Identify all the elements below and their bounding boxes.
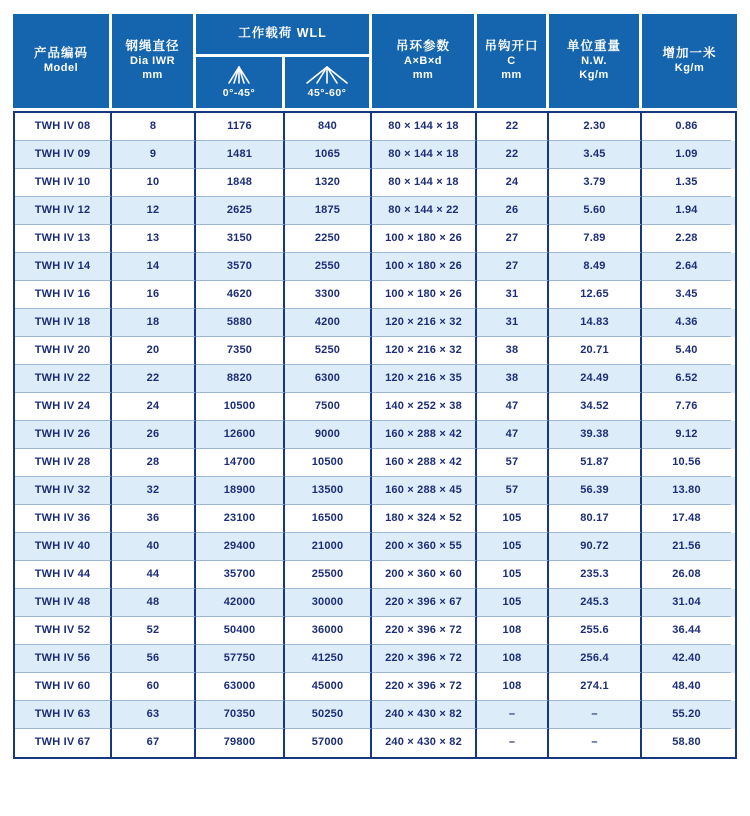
cell-hook-opening: 57 (477, 477, 549, 505)
cell-extra-meter: 17.48 (642, 505, 731, 533)
cell-model: TWH IV 08 (15, 113, 112, 141)
cell-unit-weight: – (549, 729, 642, 757)
cell-dia: 36 (112, 505, 196, 533)
cell-ring-dims: 240 × 430 × 82 (372, 729, 477, 757)
cell-model: TWH IV 56 (15, 645, 112, 673)
cell-wll-45-60: 21000 (285, 533, 372, 561)
cell-unit-weight: 2.30 (549, 113, 642, 141)
cell-extra-meter: 13.80 (642, 477, 731, 505)
cell-ring-dims: 200 × 360 × 60 (372, 561, 477, 589)
table-row (15, 253, 735, 281)
cell-ring-dims: 180 × 324 × 52 (372, 505, 477, 533)
cell-extra-meter: 1.09 (642, 141, 731, 169)
cell-wll-45-60: 5250 (285, 337, 372, 365)
cell-hook-opening: 27 (477, 253, 549, 281)
cell-hook-opening: 31 (477, 281, 549, 309)
header-dia-unit: mm (142, 68, 163, 81)
header-wll (196, 14, 372, 57)
cell-unit-weight: 56.39 (549, 477, 642, 505)
cell-wll-45-60: 16500 (285, 505, 372, 533)
table-row (15, 113, 735, 141)
table-row (15, 197, 735, 225)
cell-dia: 48 (112, 589, 196, 617)
cell-ring-dims: 220 × 396 × 72 (372, 673, 477, 701)
cell-dia: 14 (112, 253, 196, 281)
table-row (15, 701, 735, 729)
cell-model: TWH IV 14 (15, 253, 112, 281)
cell-wll-45-60: 2550 (285, 253, 372, 281)
cell-dia: 40 (112, 533, 196, 561)
cell-hook-opening: 31 (477, 309, 549, 337)
cell-wll-0-45: 79800 (196, 729, 285, 757)
cell-model: TWH IV 16 (15, 281, 112, 309)
cell-wll-45-60: 25500 (285, 561, 372, 589)
cell-unit-weight: 235.3 (549, 561, 642, 589)
cell-dia: 63 (112, 701, 196, 729)
table-row (15, 589, 735, 617)
cell-dia: 18 (112, 309, 196, 337)
cell-wll-45-60: 840 (285, 113, 372, 141)
cell-model: TWH IV 18 (15, 309, 112, 337)
cell-ring-dims: 80 × 144 × 18 (372, 141, 477, 169)
cell-hook-opening: 108 (477, 673, 549, 701)
cell-dia: 26 (112, 421, 196, 449)
cell-ring-dims: 80 × 144 × 22 (372, 197, 477, 225)
cell-model: TWH IV 09 (15, 141, 112, 169)
header-dia-en: Dia IWR (129, 55, 176, 68)
cell-hook-opening: 105 (477, 561, 549, 589)
header-opening-en: C (507, 55, 516, 68)
cell-unit-weight: 39.38 (549, 421, 642, 449)
cell-dia: 67 (112, 729, 196, 757)
cell-unit-weight: 14.83 (549, 309, 642, 337)
cell-wll-45-60: 1875 (285, 197, 372, 225)
cell-wll-0-45: 35700 (196, 561, 285, 589)
cell-wll-0-45: 1481 (196, 141, 285, 169)
cell-extra-meter: 6.52 (642, 365, 731, 393)
header-extra-meter (642, 14, 737, 108)
header-model-zh: 产品编码 (33, 46, 88, 61)
spec-table (13, 14, 737, 759)
header-ring-en: A×B×d (404, 55, 442, 68)
cell-wll-0-45: 2625 (196, 197, 285, 225)
header-unit-weight (549, 14, 642, 108)
table-row (15, 645, 735, 673)
cell-wll-45-60: 30000 (285, 589, 372, 617)
cell-ring-dims: 200 × 360 × 55 (372, 533, 477, 561)
table-row (15, 337, 735, 365)
sling-fan-narrow-icon (219, 65, 259, 85)
cell-model: TWH IV 13 (15, 225, 112, 253)
cell-unit-weight: – (549, 701, 642, 729)
cell-extra-meter: 3.45 (642, 281, 731, 309)
cell-hook-opening: 57 (477, 449, 549, 477)
cell-hook-opening: 105 (477, 505, 549, 533)
cell-hook-opening: 27 (477, 225, 549, 253)
cell-unit-weight: 90.72 (549, 533, 642, 561)
cell-unit-weight: 51.87 (549, 449, 642, 477)
cell-wll-0-45: 5880 (196, 309, 285, 337)
cell-unit-weight: 20.71 (549, 337, 642, 365)
cell-ring-dims: 120 × 216 × 32 (372, 309, 477, 337)
table-header (13, 14, 737, 108)
cell-hook-opening: 105 (477, 533, 549, 561)
cell-wll-0-45: 12600 (196, 421, 285, 449)
cell-model: TWH IV 67 (15, 729, 112, 757)
cell-wll-0-45: 63000 (196, 673, 285, 701)
cell-wll-0-45: 42000 (196, 589, 285, 617)
cell-model: TWH IV 44 (15, 561, 112, 589)
cell-unit-weight: 256.4 (549, 645, 642, 673)
cell-extra-meter: 42.40 (642, 645, 731, 673)
cell-extra-meter: 48.40 (642, 673, 731, 701)
cell-unit-weight: 245.3 (549, 589, 642, 617)
cell-ring-dims: 160 × 288 × 45 (372, 477, 477, 505)
sling-fan-wide-icon (303, 65, 351, 85)
cell-wll-0-45: 7350 (196, 337, 285, 365)
cell-extra-meter: 0.86 (642, 113, 731, 141)
cell-model: TWH IV 32 (15, 477, 112, 505)
table-row (15, 141, 735, 169)
cell-wll-0-45: 1176 (196, 113, 285, 141)
header-opening-zh: 吊钩开口 (484, 39, 539, 54)
cell-ring-dims: 80 × 144 × 18 (372, 113, 477, 141)
cell-unit-weight: 80.17 (549, 505, 642, 533)
cell-wll-0-45: 4620 (196, 281, 285, 309)
cell-wll-0-45: 18900 (196, 477, 285, 505)
cell-dia: 44 (112, 561, 196, 589)
cell-wll-45-60: 36000 (285, 617, 372, 645)
cell-wll-45-60: 4200 (285, 309, 372, 337)
header-weight-zh: 单位重量 (566, 39, 621, 54)
cell-ring-dims: 240 × 430 × 82 (372, 701, 477, 729)
header-extra-zh: 增加一米 (662, 46, 717, 61)
table-row (15, 729, 735, 757)
cell-extra-meter: 36.44 (642, 617, 731, 645)
header-wll-0-45-label: 0°-45° (222, 86, 256, 99)
header-opening-unit: mm (501, 68, 522, 81)
cell-ring-dims: 80 × 144 × 18 (372, 169, 477, 197)
cell-ring-dims: 220 × 396 × 72 (372, 617, 477, 645)
table-row (15, 561, 735, 589)
cell-unit-weight: 24.49 (549, 365, 642, 393)
cell-dia: 20 (112, 337, 196, 365)
cell-hook-opening: 24 (477, 169, 549, 197)
cell-unit-weight: 5.60 (549, 197, 642, 225)
cell-extra-meter: 4.36 (642, 309, 731, 337)
cell-hook-opening: 108 (477, 645, 549, 673)
cell-ring-dims: 120 × 216 × 32 (372, 337, 477, 365)
cell-wll-0-45: 14700 (196, 449, 285, 477)
header-weight-en: N.W. (581, 55, 607, 68)
cell-wll-0-45: 3150 (196, 225, 285, 253)
table-row (15, 421, 735, 449)
table-row (15, 393, 735, 421)
table-row (15, 505, 735, 533)
cell-model: TWH IV 60 (15, 673, 112, 701)
cell-hook-opening: 22 (477, 113, 549, 141)
header-ring-unit: mm (412, 68, 434, 81)
cell-ring-dims: 160 × 288 × 42 (372, 449, 477, 477)
cell-dia: 52 (112, 617, 196, 645)
cell-wll-0-45: 29400 (196, 533, 285, 561)
cell-model: TWH IV 48 (15, 589, 112, 617)
cell-hook-opening: 47 (477, 393, 549, 421)
header-wll-title: 工作载荷 WLL (238, 26, 327, 41)
cell-hook-opening: 38 (477, 365, 549, 393)
cell-hook-opening: 47 (477, 421, 549, 449)
table-row (15, 169, 735, 197)
cell-hook-opening: – (477, 729, 549, 757)
cell-extra-meter: 5.40 (642, 337, 731, 365)
header-dia-zh: 钢绳直径 (125, 39, 180, 54)
cell-ring-dims: 160 × 288 × 42 (372, 421, 477, 449)
cell-ring-dims: 100 × 180 × 26 (372, 253, 477, 281)
cell-wll-0-45: 3570 (196, 253, 285, 281)
cell-ring-dims: 100 × 180 × 26 (372, 225, 477, 253)
cell-ring-dims: 140 × 252 × 38 (372, 393, 477, 421)
cell-model: TWH IV 63 (15, 701, 112, 729)
table-row (15, 365, 735, 393)
cell-dia: 16 (112, 281, 196, 309)
cell-unit-weight: 3.79 (549, 169, 642, 197)
cell-wll-45-60: 45000 (285, 673, 372, 701)
cell-dia: 60 (112, 673, 196, 701)
cell-dia: 24 (112, 393, 196, 421)
cell-model: TWH IV 24 (15, 393, 112, 421)
cell-hook-opening: 105 (477, 589, 549, 617)
cell-model: TWH IV 40 (15, 533, 112, 561)
cell-wll-45-60: 41250 (285, 645, 372, 673)
cell-hook-opening: – (477, 701, 549, 729)
table-row (15, 533, 735, 561)
cell-dia: 8 (112, 113, 196, 141)
cell-model: TWH IV 36 (15, 505, 112, 533)
header-dia-iwr (112, 14, 196, 108)
cell-wll-45-60: 10500 (285, 449, 372, 477)
table-row (15, 225, 735, 253)
cell-unit-weight: 255.6 (549, 617, 642, 645)
cell-wll-0-45: 10500 (196, 393, 285, 421)
header-model (13, 14, 112, 108)
table-row (15, 309, 735, 337)
cell-unit-weight: 12.65 (549, 281, 642, 309)
cell-extra-meter: 2.28 (642, 225, 731, 253)
cell-hook-opening: 38 (477, 337, 549, 365)
cell-ring-dims: 220 × 396 × 72 (372, 645, 477, 673)
cell-wll-45-60: 7500 (285, 393, 372, 421)
cell-extra-meter: 1.35 (642, 169, 731, 197)
cell-unit-weight: 34.52 (549, 393, 642, 421)
header-ring-params (372, 14, 477, 108)
cell-ring-dims: 100 × 180 × 26 (372, 281, 477, 309)
cell-hook-opening: 22 (477, 141, 549, 169)
cell-extra-meter: 21.56 (642, 533, 731, 561)
header-extra-unit: Kg/m (674, 61, 705, 74)
cell-ring-dims: 120 × 216 × 35 (372, 365, 477, 393)
cell-unit-weight: 274.1 (549, 673, 642, 701)
cell-model: TWH IV 12 (15, 197, 112, 225)
table-row (15, 673, 735, 701)
cell-wll-0-45: 50400 (196, 617, 285, 645)
cell-model: TWH IV 10 (15, 169, 112, 197)
cell-model: TWH IV 22 (15, 365, 112, 393)
cell-unit-weight: 8.49 (549, 253, 642, 281)
cell-wll-0-45: 8820 (196, 365, 285, 393)
table-row (15, 617, 735, 645)
cell-extra-meter: 26.08 (642, 561, 731, 589)
cell-extra-meter: 58.80 (672, 736, 701, 748)
table-row (15, 449, 735, 477)
cell-wll-45-60: 57000 (285, 729, 372, 757)
cell-model: TWH IV 20 (15, 337, 112, 365)
cell-extra-meter: 1.94 (642, 197, 731, 225)
header-model-en: Model (43, 61, 79, 74)
cell-wll-45-60: 13500 (285, 477, 372, 505)
cell-model: TWH IV 26 (15, 421, 112, 449)
cell-extra-meter: 31.04 (642, 589, 731, 617)
cell-dia: 32 (112, 477, 196, 505)
cell-extra-meter: 9.12 (642, 421, 731, 449)
header-ring-zh: 吊环参数 (395, 39, 450, 54)
cell-extra-meter: 10.56 (642, 449, 731, 477)
cell-wll-45-60: 3300 (285, 281, 372, 309)
cell-wll-45-60: 1065 (285, 141, 372, 169)
cell-wll-45-60: 9000 (285, 421, 372, 449)
table-row (15, 281, 735, 309)
header-wll-45-60-label: 45°-60° (307, 86, 347, 99)
cell-dia: 22 (112, 365, 196, 393)
cell-model: TWH IV 52 (15, 617, 112, 645)
cell-dia: 9 (112, 141, 196, 169)
cell-dia: 12 (112, 197, 196, 225)
cell-hook-opening: 108 (477, 617, 549, 645)
cell-hook-opening: 26 (477, 197, 549, 225)
header-wll-45-60 (285, 57, 372, 108)
table-row (15, 477, 735, 505)
cell-dia: 56 (112, 645, 196, 673)
cell-wll-0-45: 57750 (196, 645, 285, 673)
cell-wll-45-60: 2250 (285, 225, 372, 253)
cell-extra-meter: 7.76 (642, 393, 731, 421)
cell-dia: 10 (112, 169, 196, 197)
cell-wll-0-45: 1848 (196, 169, 285, 197)
cell-unit-weight: 3.45 (549, 141, 642, 169)
cell-wll-45-60: 6300 (285, 365, 372, 393)
table-body (13, 111, 737, 759)
cell-dia: 13 (112, 225, 196, 253)
cell-extra-meter: 55.20 (642, 701, 731, 729)
cell-wll-45-60: 1320 (285, 169, 372, 197)
cell-ring-dims: 220 × 396 × 67 (372, 589, 477, 617)
cell-model: TWH IV 28 (15, 449, 112, 477)
cell-unit-weight: 7.89 (549, 225, 642, 253)
header-weight-unit: Kg/m (579, 68, 609, 81)
cell-wll-0-45: 23100 (196, 505, 285, 533)
cell-wll-0-45: 70350 (196, 701, 285, 729)
cell-wll-45-60: 50250 (285, 701, 372, 729)
cell-dia: 28 (112, 449, 196, 477)
header-hook-opening (477, 14, 549, 108)
cell-extra-meter: 2.64 (642, 253, 731, 281)
header-wll-0-45 (196, 57, 285, 108)
